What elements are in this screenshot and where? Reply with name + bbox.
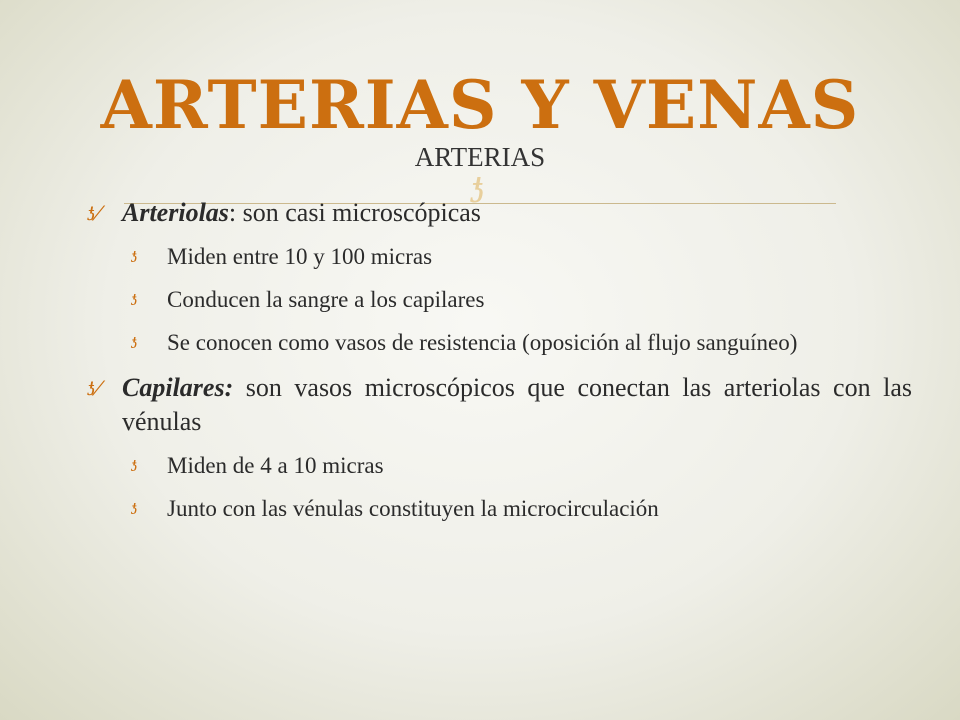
slide-subtitle: ARTERIAS (414, 142, 546, 172)
ornament-icon: ƾ (468, 170, 488, 211)
list-subitem (86, 492, 912, 525)
item-text: : son casi microscópicas (228, 198, 481, 227)
list-subitem (86, 240, 912, 273)
bullet-list (86, 190, 912, 525)
bullet-icon: ƾ⁄ (86, 201, 101, 225)
bullet-icon: ƾ (130, 456, 139, 475)
bullet-icon: ƾ (130, 290, 139, 309)
subitem-text: Se conocen como vasos de resistencia (oposición al flujo sanguíneo) (167, 330, 798, 355)
item-term: Capilares: (122, 373, 234, 402)
slide-title: ARTERIAS Y VENAS (100, 66, 860, 144)
list-subitem (86, 449, 912, 482)
bullet-icon: ƾ (130, 333, 139, 352)
bullet-icon: ƾ (130, 247, 139, 266)
item-text: son vasos microscópicos que conectan las arteriolas con las vénulas (122, 373, 912, 436)
list-subitem (86, 283, 912, 316)
subitem-text: Junto con las vénulas constituyen la microcirculación (167, 496, 659, 521)
list-subitem (86, 326, 912, 359)
bullet-icon: ƾ⁄ (86, 376, 101, 400)
item-term: Arteriolas (122, 198, 229, 227)
subitem-text: Miden de 4 a 10 micras (167, 453, 384, 478)
list-item (86, 196, 912, 230)
subitem-text: Miden entre 10 y 100 micras (167, 244, 433, 269)
bullet-icon: ƾ (130, 499, 139, 518)
subitem-text: Conducen la sangre a los capilares (167, 287, 485, 312)
list-item (86, 371, 912, 439)
